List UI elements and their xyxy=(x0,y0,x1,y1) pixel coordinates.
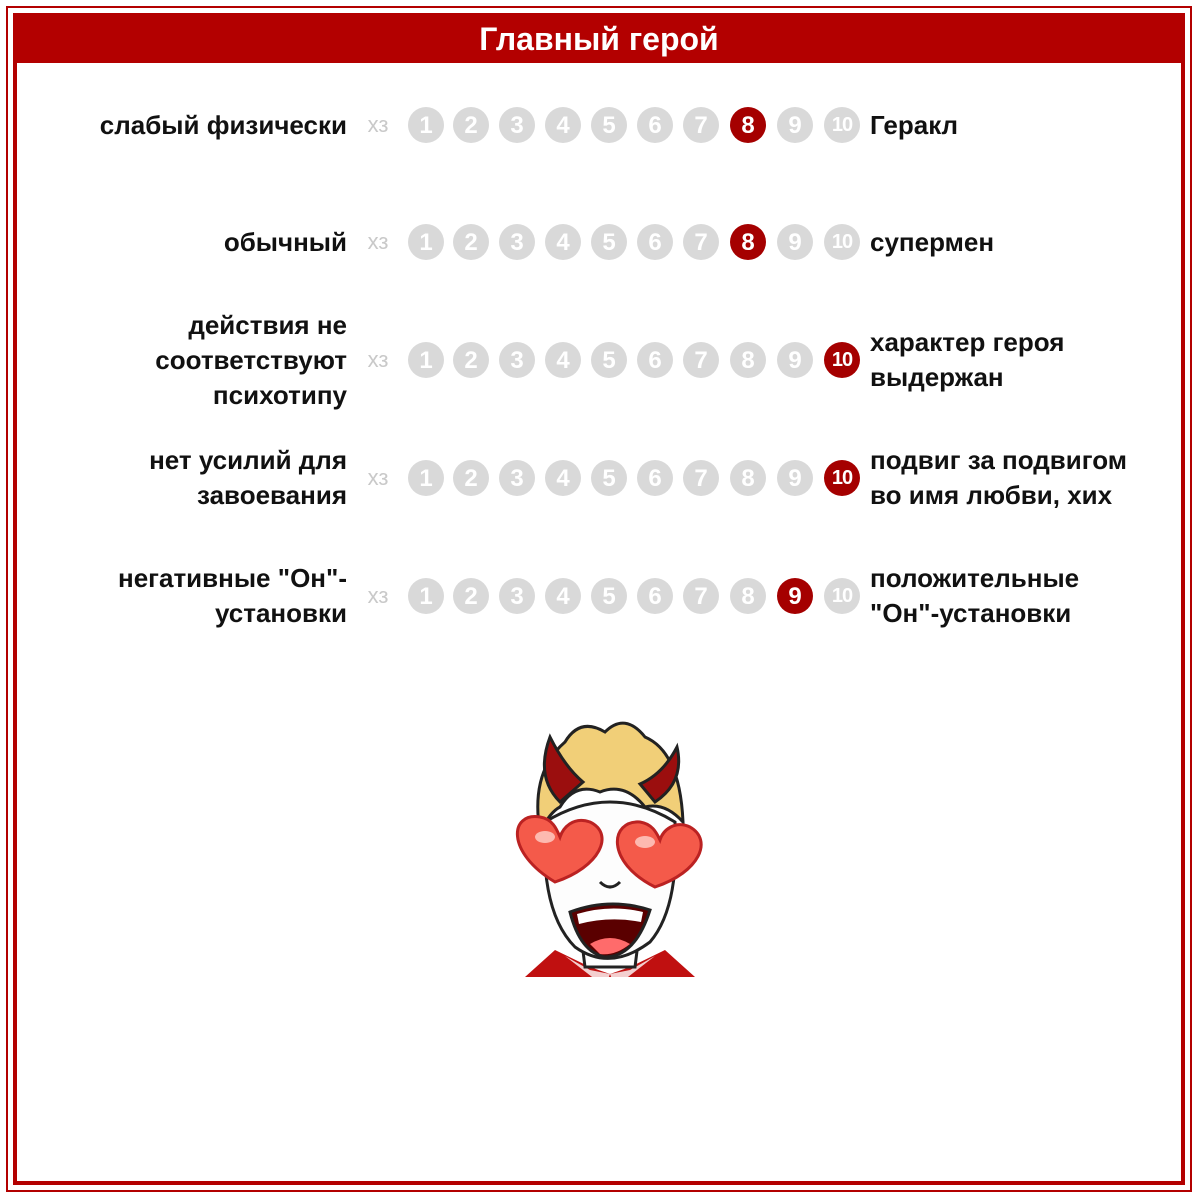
score-dot: 5 xyxy=(591,342,627,378)
left-label xyxy=(17,561,347,631)
right-label-line: выдержан xyxy=(870,362,1004,392)
unknown-option: хз xyxy=(367,465,389,490)
score-dot: 8 xyxy=(730,342,766,378)
right-label-line: во имя любви, хих xyxy=(870,480,1113,510)
left-label-line: нет усилий для xyxy=(149,445,347,475)
score-dot: 6 xyxy=(637,578,673,614)
score-dot: 9 xyxy=(777,342,813,378)
left-label-line: действия не xyxy=(188,309,347,340)
score-dot: 5 xyxy=(591,224,627,260)
right-label-line: положительные xyxy=(870,563,1080,593)
score-dot-selected: 9 xyxy=(777,578,813,614)
score-dot: 10 xyxy=(824,578,860,614)
right-label-line: Геракл xyxy=(870,109,959,140)
score-dot: 6 xyxy=(637,342,673,378)
score-dot: 1 xyxy=(408,342,444,378)
score-dot: 2 xyxy=(453,224,489,260)
left-label-line: психотипу xyxy=(212,379,347,410)
left-label xyxy=(17,308,347,413)
score-dot: 7 xyxy=(683,460,719,496)
score-dot: 5 xyxy=(591,460,627,496)
score-dot: 4 xyxy=(545,224,581,260)
score-dot: 3 xyxy=(499,460,535,496)
unknown-option: хз xyxy=(367,347,389,372)
page-title: Главный герой xyxy=(13,13,1185,63)
score-dot: 3 xyxy=(499,224,535,260)
left-label xyxy=(17,225,347,260)
score-dot: 7 xyxy=(683,342,719,378)
score-dot: 9 xyxy=(777,107,813,143)
score-dot: 3 xyxy=(499,578,535,614)
right-label xyxy=(870,108,1190,143)
score-dot: 10 xyxy=(824,107,860,143)
score-dot: 6 xyxy=(637,107,673,143)
score-dot: 6 xyxy=(637,460,673,496)
score-dot-selected: 8 xyxy=(730,224,766,260)
score-dot: 9 xyxy=(777,224,813,260)
left-label xyxy=(17,108,347,143)
score-dot: 2 xyxy=(453,578,489,614)
score-dot: 8 xyxy=(730,578,766,614)
left-label xyxy=(17,443,347,513)
unknown-option: хз xyxy=(367,112,389,137)
left-label-line: обычный xyxy=(223,226,347,257)
score-dot: 4 xyxy=(545,578,581,614)
score-dot: 5 xyxy=(591,578,627,614)
right-label xyxy=(870,443,1190,513)
unknown-option: хз xyxy=(367,229,389,254)
score-dot: 1 xyxy=(408,107,444,143)
score-dot: 10 xyxy=(824,224,860,260)
score-dot: 3 xyxy=(499,107,535,143)
right-label-line: подвиг за подвигом xyxy=(870,445,1128,475)
score-dot: 4 xyxy=(545,107,581,143)
left-label-line: завоевания xyxy=(197,480,347,510)
right-label xyxy=(870,561,1190,631)
score-dot: 4 xyxy=(545,342,581,378)
score-dot: 2 xyxy=(453,342,489,378)
left-label-line: соответствуют xyxy=(155,344,347,375)
score-dot: 4 xyxy=(545,460,581,496)
score-dot-selected: 10 xyxy=(824,342,860,378)
score-dot: 8 xyxy=(730,460,766,496)
left-label-line: установки xyxy=(214,598,347,628)
score-dot: 7 xyxy=(683,107,719,143)
devil-cartoon-icon xyxy=(505,712,715,1002)
score-dot: 1 xyxy=(408,578,444,614)
score-dot: 7 xyxy=(683,578,719,614)
score-dot: 3 xyxy=(499,342,535,378)
right-label-line: "Он"-установки xyxy=(870,598,1072,628)
score-dot: 6 xyxy=(637,224,673,260)
score-dot: 5 xyxy=(591,107,627,143)
left-label-line: слабый физически xyxy=(99,109,347,140)
right-label-line: характер героя xyxy=(870,327,1065,357)
score-dot-selected: 10 xyxy=(824,460,860,496)
score-dot: 7 xyxy=(683,224,719,260)
score-dot: 2 xyxy=(453,460,489,496)
left-label-line: негативные "Он"- xyxy=(118,563,347,593)
right-label xyxy=(870,325,1190,395)
score-dot: 9 xyxy=(777,460,813,496)
score-dot: 1 xyxy=(408,224,444,260)
right-label-line: супермен xyxy=(870,226,995,257)
unknown-option: хз xyxy=(367,583,389,608)
score-dot: 2 xyxy=(453,107,489,143)
right-label xyxy=(870,225,1190,260)
score-dot-selected: 8 xyxy=(730,107,766,143)
score-dot: 1 xyxy=(408,460,444,496)
